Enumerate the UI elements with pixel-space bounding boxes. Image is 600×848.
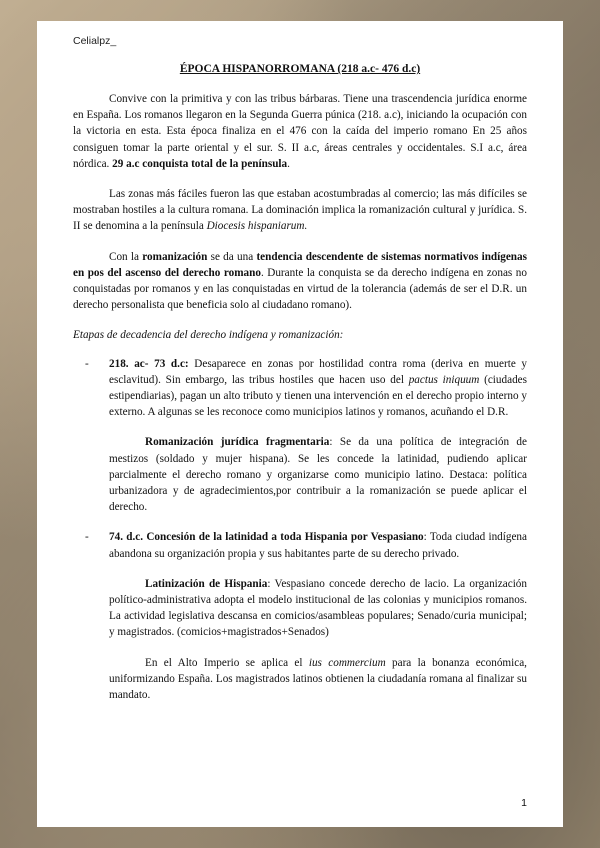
list-dash: - <box>85 357 89 370</box>
list-dash: - <box>85 531 89 544</box>
list-item-stage-2: - 74. d.c. Concesión de la latinidad a toda Hispania por Vespasiano: Toda ciudad indígena abandona su organización propia y sus habitantes parte de su derecho privado. <box>85 531 527 560</box>
subparagraph-latinization: Latinización de Hispania: Vespasiano concede derecho de lacio. La organización político-administrativa adopta el modelo institucional de las colonias y municipios romanos. La actividad legislativa descansa en comicios/asambleas populares; Senado/curia municipal; y magistrados. (comicios+magistrados+Senados) <box>109 577 527 639</box>
paragraph-conquest: Las zonas más fáciles fueron las que estaban acostumbradas al comercio; las más difíciles se mostraban hostiles a la cultura romana. La dominación implica la romanización cultural y jurídica. S. II se denomina a la península Diocesis hispaniarum. <box>73 188 527 233</box>
paragraph-intro: Convive con la primitiva y con las tribus bárbaras. Tiene una trascendencia jurídica enorme en España. Los romanos llegaron en la Segunda Guerra púnica (218. a.c), iniciando la ocupación con la victoria en esta. Esta época finaliza en el 476 con la caída del imperio romano En 25 años consiguen tomar la parte oriental y el sur. S. II a.c, áreas centrales y occidentales. S.I a.c, área nórdica. 29 a.c conquista total de la península. <box>73 93 527 170</box>
author-username: Celialpz_ <box>73 35 117 47</box>
subparagraph-alto-imperio: En el Alto Imperio se aplica el ius commercium para la bonanza económica, uniformizando España. Los magistrados latinos obtienen la ciudadanía romana al finalizar su mandato. <box>109 656 527 702</box>
subparagraph-fragmentary: Romanización jurídica fragmentaria: Se da una política de integración de mestizos (soldado y mujer hispana). Se les concede la latinidad, pudiendo aplicar parcialmente el derecho romano y organizarse como municipio latino. Destaca: política urbanizadora y de agradecimientos,por contribuir a la romanización se puede aplicar el derecho. <box>109 436 527 514</box>
page-number: 1 <box>521 797 527 809</box>
document-title: ÉPOCA HISPANORROMANA (218 a.c- 476 d.c) <box>179 63 421 75</box>
list-item-stage-1: - 218. ac- 73 d.c: Desaparece en zonas por hostilidad contra roma (deriva en muerte y esclavitud). Sin embargo, las tribus hostiles que hacen uso del pactus iniquum (ciudades estipendiarias), pagan un alto tributo y tienen una intervención en el derecho propio interno y externo. A algunas se les reconoce como municipios latinos y romanos, acuñando el D.R. <box>85 357 528 419</box>
document-page <box>37 21 563 827</box>
stages-heading: Etapas de decadencia del derecho indígena y romanización: <box>73 329 344 342</box>
paragraph-romanization: Con la romanización se da una tendencia descendente de sistemas normativos indígenas en pos del ascenso del derecho romano. Durante la conquista se da derecho indígena en zonas no conquistadas por romanos y en las conquistadas en virtud de la tolerancia (además de ser el D.R. un derecho personalista que beneficia solo al ciudadano romano). <box>73 250 527 312</box>
